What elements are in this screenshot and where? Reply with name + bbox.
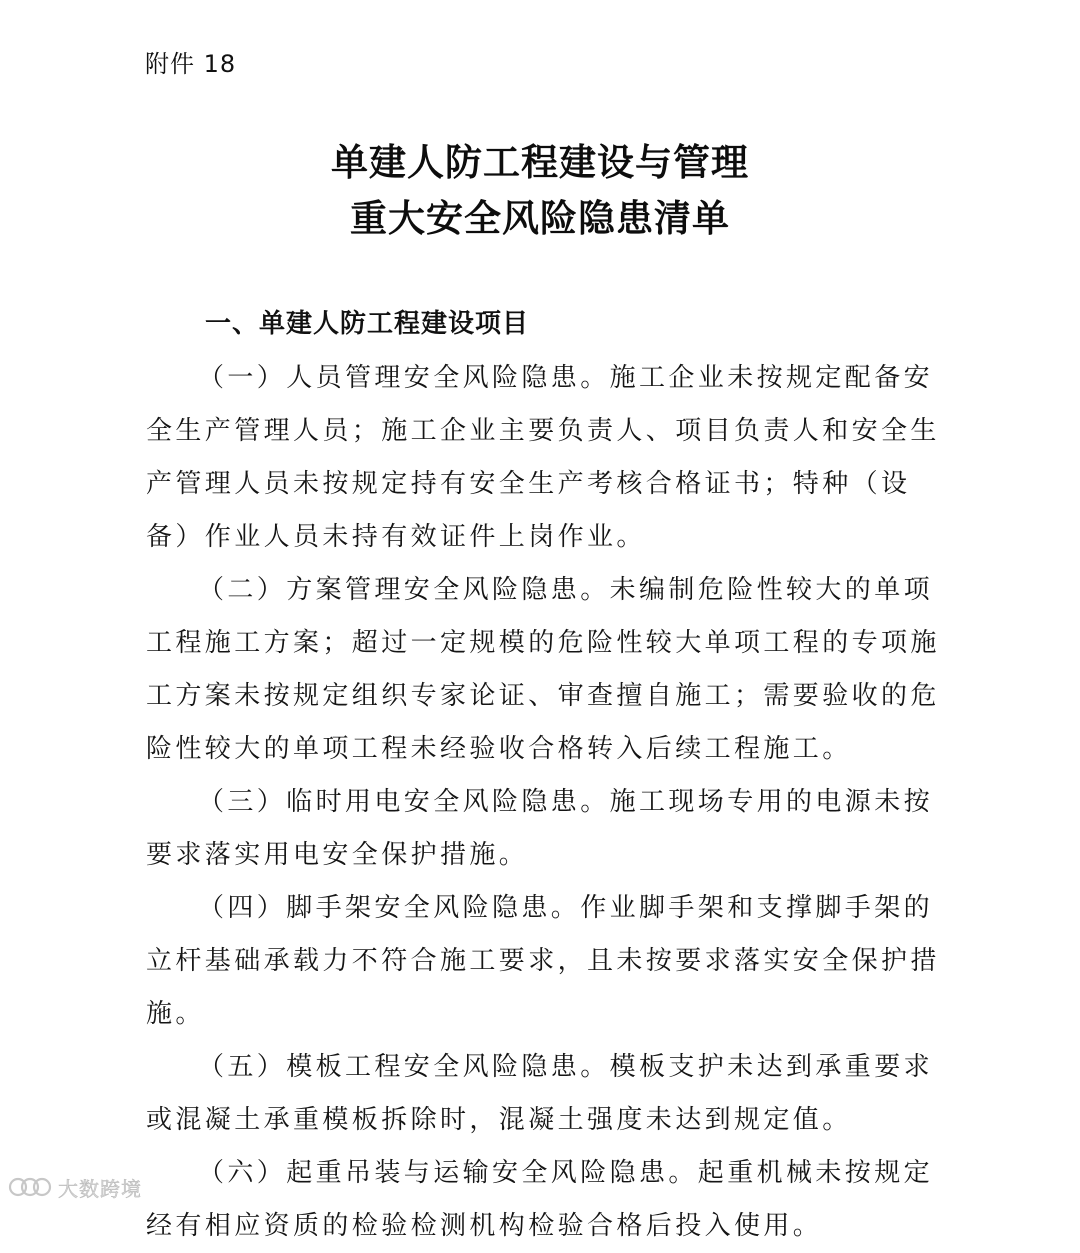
- paragraph-hoisting: （六）起重吊装与运输安全风险隐患。起重机械未按规定经有相应资质的检验检测机构检验合格后投入使用。: [146, 1158, 934, 1241]
- title-line-2: 重大安全风险隐患清单: [350, 196, 730, 240]
- paragraph-formwork: （五）模板工程安全风险隐患。模板支护未达到承重要求或混凝土承重模板拆除时，混凝土强度未达到规定值。: [146, 1052, 934, 1135]
- paragraph-scaffolding: （四）脚手架安全风险隐患。作业脚手架和支撑脚手架的立杆基础承载力不符合施工要求，且未按要求落实安全保护措施。: [146, 893, 940, 1029]
- title-line-1: 单建人防工程建设与管理: [331, 140, 749, 184]
- paragraph-personnel: （一）人员管理安全风险隐患。施工企业未按规定配备安全生产管理人员；施工企业主要负责人、项目负责人和安全生产管理人员未按规定持有安全生产考核合格证书；特种（设备）作业人员未持有效证件上岗作业。: [146, 363, 940, 552]
- document-title: [0, 134, 1080, 246]
- paragraph-plan-management: （二）方案管理安全风险隐患。未编制危险性较大的单项工程施工方案；超过一定规模的危险性较大单项工程的专项施工方案未按规定组织专家论证、审查擅自施工；需要验收的危险性较大的单项工程未经验收合格转入后续工程施工。: [146, 575, 940, 764]
- paragraph-temporary-power: （三）临时用电安全风险隐患。施工现场专用的电源未按要求落实用电安全保护措施。: [146, 787, 934, 870]
- section-heading: 一、单建人防工程建设项目: [205, 309, 530, 339]
- watermark-text: 大数跨境: [58, 1176, 142, 1201]
- document-body: [146, 352, 946, 1253]
- attachment-label: 附件 18: [145, 50, 237, 78]
- watermark: [8, 1170, 142, 1204]
- wechat-channel-logo-icon: [8, 1174, 52, 1200]
